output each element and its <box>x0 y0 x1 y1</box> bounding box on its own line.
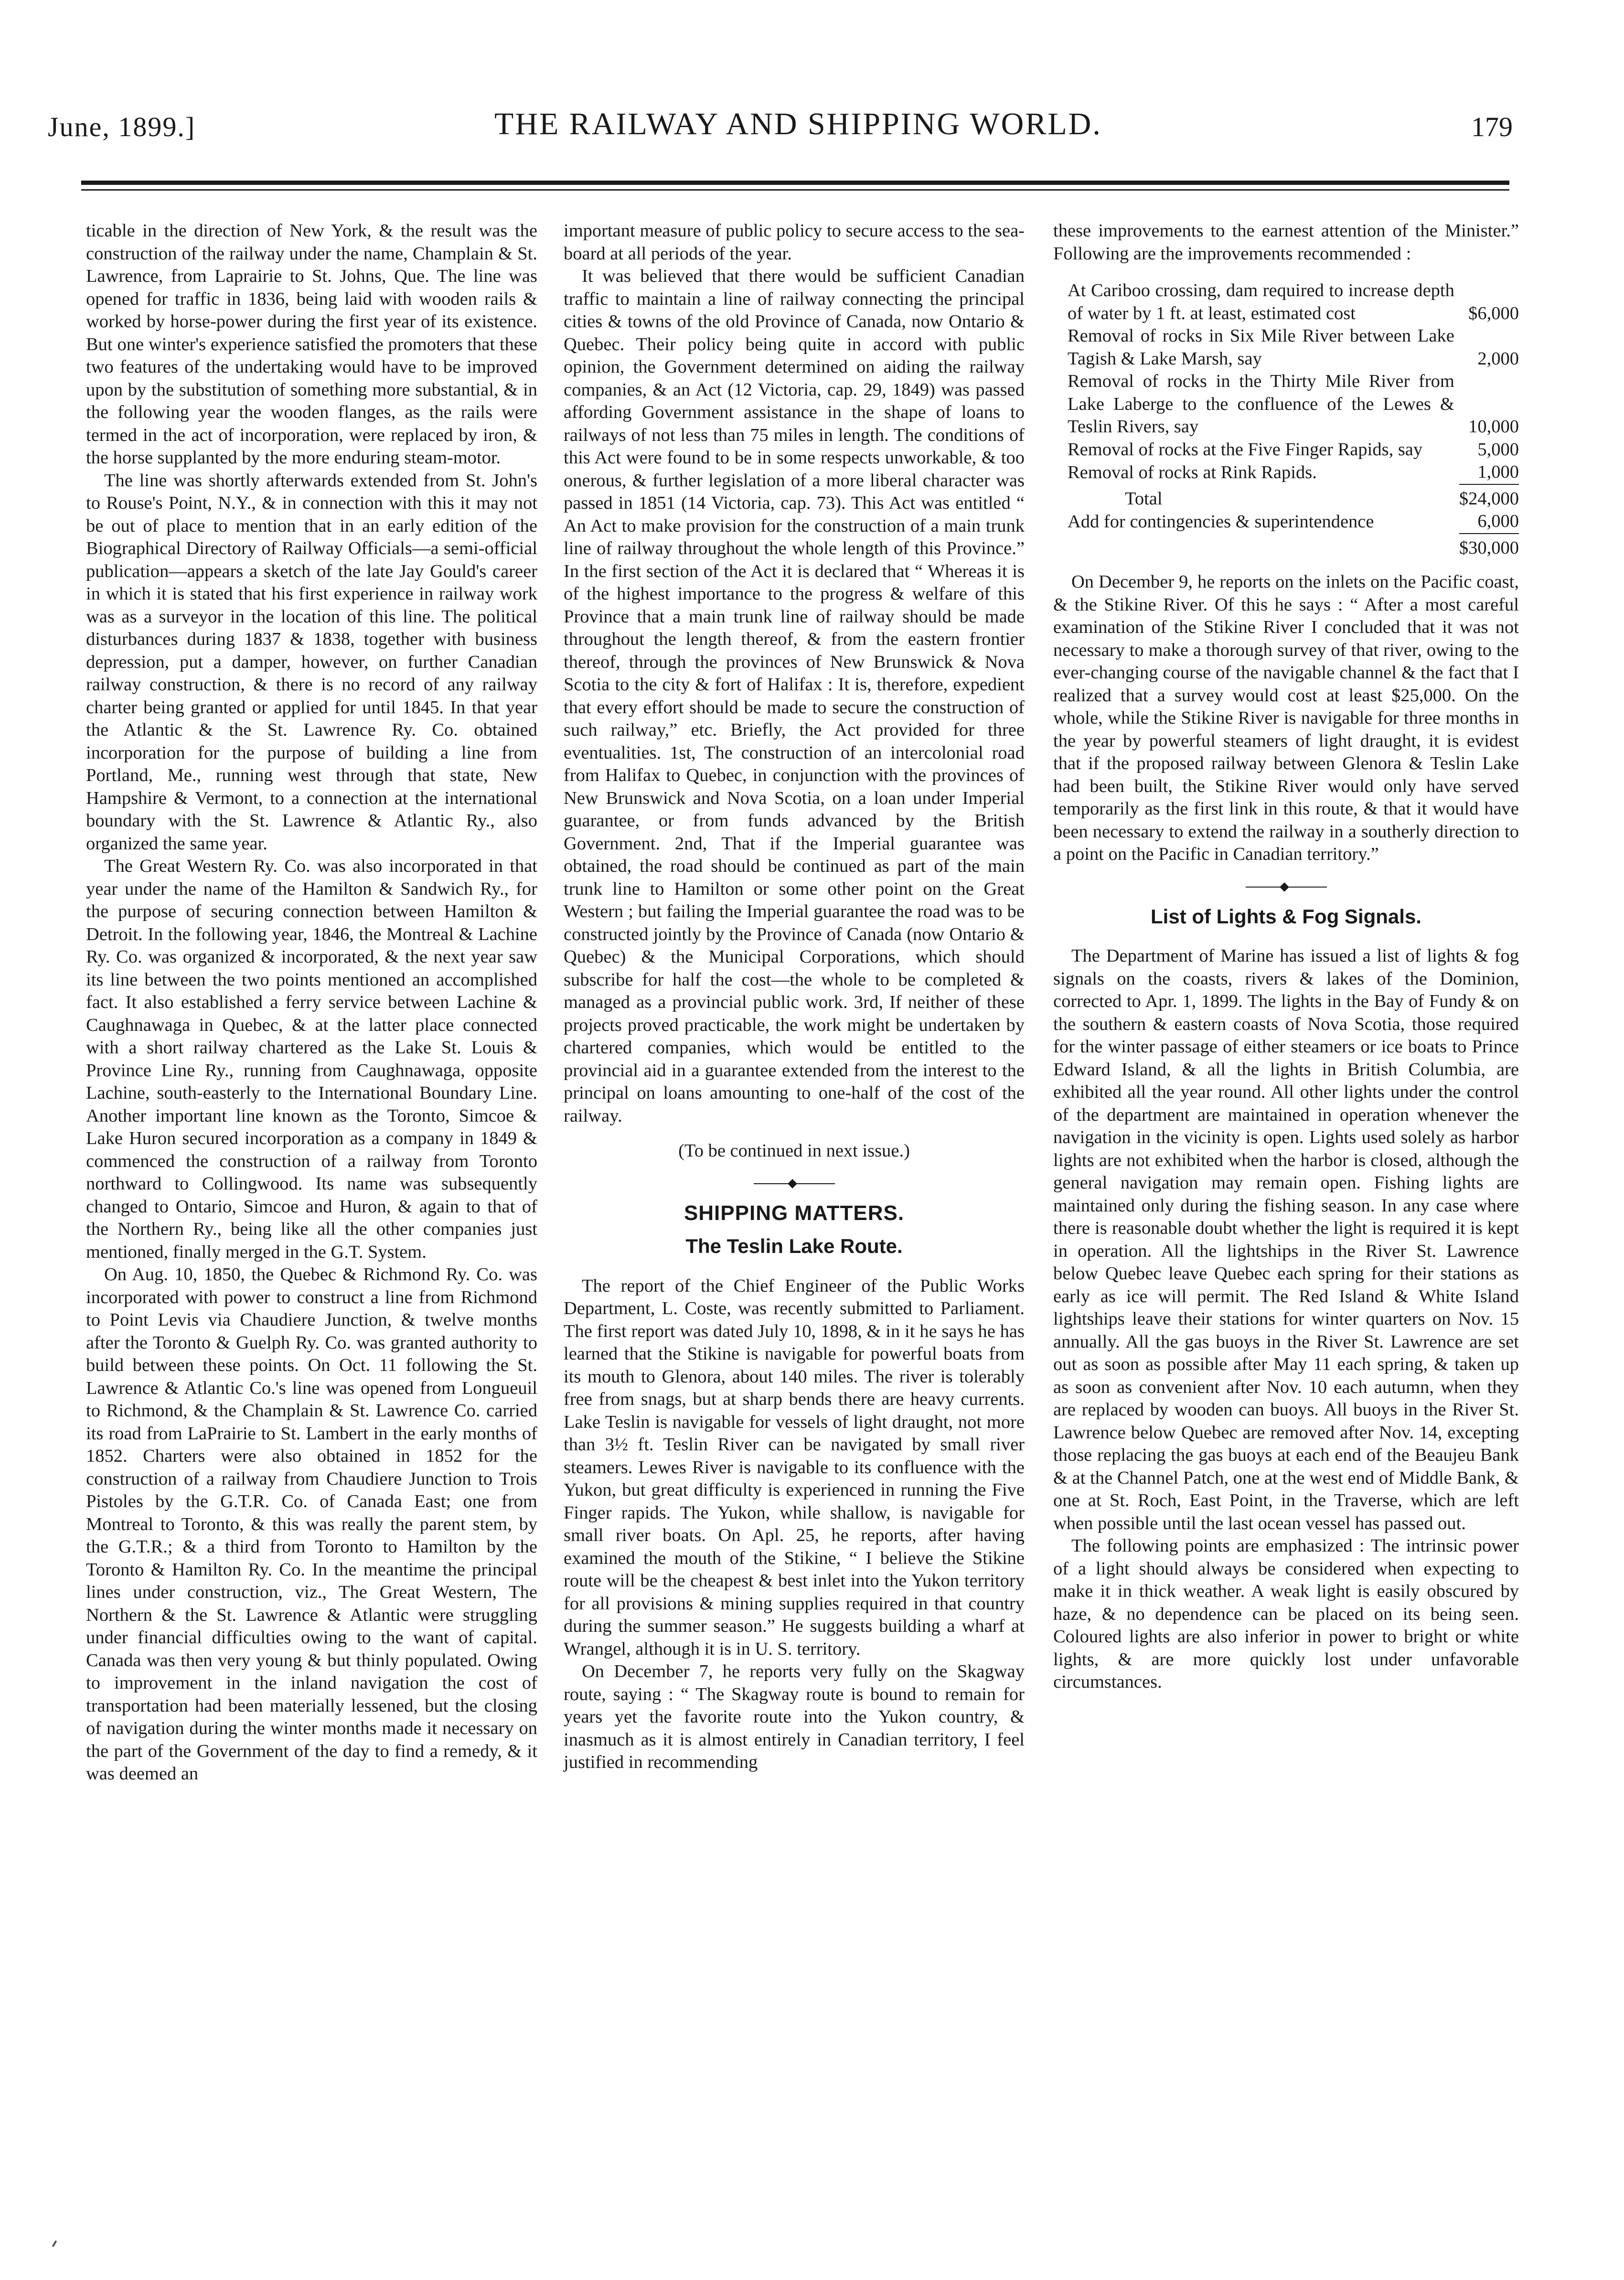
paragraph: these improvements to the earnest attention of the Minister.” Following are the improvements recommended : <box>1053 221 1519 264</box>
table-row <box>1053 370 1519 439</box>
print-speck <box>52 2240 57 2247</box>
item-amount: 10,000 <box>1468 417 1519 437</box>
paragraph: On December 7, he reports very fully on the Skagway route, saying : “ The Skagway route is bound to remain for years yet the favorite route into the Yukon country, & inasmuch as it is almost entirely in Canadian territory, I feel justified in recommending <box>564 1661 1025 1772</box>
paragraph: The line was shortly afterwards extended from St. John's to Rouse's Point, N.Y., & in connection with this it may not be out of place to mention that in an early edition of the Biographical Directory of Railway Officials—a semi-official publication—appears a sketch of the late Jay Gould's career in which it is stated that his first experience in railway work was as a surveyor in the location of this line. The political disturbances during 1837 & 1838, together with business depression, put a damper, however, on further Canadian railway construction, & there is no record of any railway charter being granted or applied for until 1845. In that year the Atlantic & the St. Lawrence Ry. Co. obtained incorporation for the purpose of building a line from Portland, Me., running west through that state, New Hampshire & Vermont, to a connection at the international boundary with the St. Lawrence & Atlantic Ry., also organized the same year. <box>86 470 537 854</box>
contingencies-label: Add for contingencies & superintendence <box>1068 512 1374 532</box>
page-number: 179 <box>1471 111 1513 142</box>
grand-total-amount: $30,000 <box>1459 534 1519 567</box>
item-amount: 1,000 <box>1477 462 1519 482</box>
paragraph: It was believed that there would be sufficient Canadian traffic to maintain a line of railway connecting the principal cities & towns of the old Province of Canada, now Ontario & Quebec. Their policy being quite in accord with public opinion, the Government determined on aiding the railway companies, & an Act (12 Victoria, cap. 29, 1849) was passed affording Government assistance in the shape of loans to railways of not less than 75 miles in length. The conditions of this Act were found to be in some respects unworkable, & too onerous, & further legislation of a more liberal character was passed in 1851 (14 Victoria, cap. 73). This Act was entitled “ An Act to make provision for the construction of a main trunk line of railway throughout the whole length of this Province.” In the first section of the Act it is declared that “ Whereas it is of the highest importance to the progress & welfare of this Province that a main trunk line of railway should be made throughout the length thereof, & from the eastern frontier thereof, through the provinces of New Brunswick & Nova Scotia to the city & fort of Halifax : It is, therefore, expedient that every effort should be made to secure the construction of such railway,” etc. Briefly, the Act provided for three eventualities. 1st, The construction of an intercolonial road from Halifax to Quebec, in conjunction with the provinces of New Brunswick and Nova Scotia, on a loan under Imperial guarantee, or from funds advanced by the British Government. 2nd, That if the Imperial guarantee was obtained, the road should be continued as part of the main trunk line to Hamilton or some other point on the Great Western ; but failing the Imperial guarantee the road was to be constructed jointly by the Province of Canada (now Ontario & Quebec) & the Municipal Corporations, which should subscribe for half the cost—the whole to be completed & managed as a provincial public work. 3rd, If neither of these projects proved practicable, the work might be undertaken by chartered companies, which would be entitled to the provincial aid in a guarantee extended from the interest to the principal on loans amounting to one-half of the cost of the railway. <box>564 266 1025 1126</box>
article-heading: The Teslin Lake Route. <box>685 1235 903 1257</box>
item-amount: 2,000 <box>1477 348 1519 369</box>
table-row <box>1053 279 1519 325</box>
table-row-grand-total <box>1053 534 1519 567</box>
article-heading: List of Lights & Fog Signals. <box>1151 905 1421 928</box>
paragraph: On Aug. 10, 1850, the Quebec & Richmond Ry. Co. was incorporated with power to construct a line from Richmond to Point Levis via Chaudiere Junction, & twelve months after the Toronto & Guelph Ry. Co. was granted authority to build between these points. On Oct. 11 following the St. Lawrence & Atlantic Co.'s line was opened from Longueuil to Richmond, & the Champlain & St. Lawrence Co. carried its road from LaPrairie to St. Lambert in the early months of 1852. Charters were also obtained in 1852 for the construction of a railway from Chaudiere Junction to Trois Pistoles by the G.T.R. Co. of Canada East; one from Montreal to Toronto, & this was really the parent stem, by the G.T.R.; & a third from Toronto to Hamilton by the Toronto & Hamilton Ry. Co. In the meantime the principal lines under construction, viz., The Great Western, The Northern & the St. Lawrence & Atlantic were struggling under financial difficulties owing to the want of capital. Canada was then very young & but thinly populated. Owing to improvement in the inland navigation the cost of transportation had been materially lessened, but the closing of navigation during the winter months made it necessary on the part of the Government of the day to find a remedy, & it was deemed an <box>86 1264 537 1784</box>
paragraph: important measure of public policy to secure access to the sea-board at all periods of the year. <box>564 221 1025 264</box>
item-amount: 5,000 <box>1477 439 1519 460</box>
section-heading: SHIPPING MATTERS. <box>684 1201 905 1225</box>
paragraph: On December 9, he reports on the inlets on the Pacific coast, & the Stikine River. Of this he says : “ After a most careful examination of the Stikine River I concluded that it was not necessary to make a thorough survey of that river, owing to the ever-changing course of the navigable channel & the fact that I realized that a survey would cost at least $25,000. On the whole, while the Stikine River is navigable for three months in the year by powerful steamers of light draught, it is evidest that if the proposed railway between Glenora & Teslin Lake had been built, the Stikine River would only have served temporarily as the first link in this route, & that it would have been necessary to extend the railway in a southerly direction to a point on the Pacific in Canadian territory.” <box>1053 572 1519 864</box>
item-amount: $6,000 <box>1468 303 1519 323</box>
section-divider <box>1246 882 1327 892</box>
table-row-total <box>1053 484 1519 511</box>
publication-title: THE RAILWAY AND SHIPPING WORLD. <box>494 107 1102 141</box>
column-1 <box>86 220 537 1786</box>
table-row <box>1053 325 1519 370</box>
column-2 <box>564 220 1025 1774</box>
item-description: At Cariboo crossing, dam required to increase depth of water by 1 ft. at least, estimated cost <box>1068 280 1454 323</box>
paragraph: The report of the Chief Engineer of the Public Works Department, L. Coste, was recently submitted to Parliament. The first report was dated July 10, 1898, & in it he says he has learned that the Stikine is navigable for powerful boats from its mouth to Glenora, about 140 miles. The river is tolerably free from snags, but at sharp bends there are heavy currents. Lake Teslin is navigable for vessels of light draught, not more than 3½ ft. Teslin River can be navigated by small river steamers. Lewes River is navigable to its confluence with the Yukon, but great difficulty is experienced in running the Five Finger rapids. The Yukon, while shallow, is navigable for small river boats. On Apl. 25, he reports, after having examined the mouth of the Stikine, “ I believe the Stikine route will be the cheapest & best inlet into the Yukon territory for all provisions & mining supplies required in that country during the summer season.” He suggests building a wharf at Wrangel, although it is in U. S. territory. <box>564 1275 1025 1659</box>
cost-table <box>1053 279 1519 566</box>
item-description: Removal of rocks in Six Mile River between Lake Tagish & Lake Marsh, say <box>1068 326 1454 369</box>
section-divider <box>754 1179 835 1188</box>
paragraph: The Great Western Ry. Co. was also incorporated in that year under the name of the Hamilton & Sandwich Ry., for the purpose of securing connection between Hamilton & Detroit. In the following year, 1846, the Montreal & Lachine Ry. Co. was organized & incorporated, & the next year saw its line between the two points mentioned an accomplished fact. It also established a ferry service between Lachine & Caughnawaga in Quebec, & at the latter place connected with a short railway chartered as the Lake St. Louis & Province Line Ry., running from Caughnawaga, opposite Lachine, south-easterly to the International Boundary Line. Another important line known as the Toronto, Simcoe & Lake Huron secured incorporation as a company in 1849 & commenced the construction of a railway from Toronto northward to Collingwood. Its name was subsequently changed to Ontario, Simcoe and Huron, & again to that of the Northern Ry., being like all the other companies just mentioned, finally merged in the G.T. System. <box>86 856 537 1262</box>
item-description: Removal of rocks in the Thirty Mile River from Lake Laberge to the confluence of the Lewes & Teslin Rivers, say <box>1068 371 1454 437</box>
spacer <box>1053 534 1459 567</box>
item-description: Removal of rocks at the Five Finger Rapids, say <box>1068 439 1423 460</box>
issue-date: June, 1899.] <box>48 111 196 142</box>
paragraph: ticable in the direction of New York, & the result was the construction of the railway under the name, Champlain & St. Lawrence, from Laprairie to St. Johns, Que. The line was opened for traffic in 1836, being laid with wooden rails & worked by horse-power during the first year of its existence. But one winter's experience satisfied the promoters that these two features of the undertaking would have to be improved upon by the substitution of something more substantial, & in the following year the wooden flanges, as the rails were termed in the act of incorporation, were replaced by iron, & the horse supplanted by the more enduring steam-motor. <box>86 221 537 468</box>
paragraph: The Department of Marine has issued a list of lights & fog signals on the coasts, rivers & lakes of the Dominion, corrected to Apr. 1, 1899. The lights in the Bay of Fundy & on the southern & eastern coasts of Nova Scotia, those required for the winter passage of either steamers or ice boats to Prince Edward Island, & all the lights in British Columbia, are exhibited all the year round. All other lights under the control of the department are maintained in operation whenever the navigation in the vicinity is open. Lights used solely as harbor lights are not exhibited when the harbor is closed, although the general navigation may remain open. Fishing lights are maintained only during the fishing season. In any case where there is reasonable doubt whether the light is required it is kept in operation. All the lightships in the River St. Lawrence below Quebec leave Quebec each spring for their stations as early as ice will permit. The Red Island & White Island lightships leave their stations for winter quarters on Nov. 15 annually. All the gas buoys in the River St. Lawrence are set out as soon as possible after May 11 each spring, & taken up as soon as convenient after Nov. 10 each autumn, when they are replaced by wooden can buoys. All buoys in the River St. Lawrence below Quebec are removed after Nov. 14, excepting those replacing the gas buoys at each end of the Beaujeu Bank & at the Channel Patch, one at the west end of Middle Bank, & one at St. Roch, East Point, in the Traverse, which are left when possible until the last ocean vessel has passed out. <box>1053 946 1519 1533</box>
total-label: Total <box>1125 488 1163 509</box>
paragraph: The following points are emphasized : The intrinsic power of a light should always be considered when expecting to make it in thick weather. A weak light is easily obscured by haze, & no dependence can be placed on its being seen. Coloured lights are also inferior in power to bright or white lights, & are more quickly lost under unfavorable circumstances. <box>1053 1536 1519 1692</box>
table-row <box>1053 461 1519 484</box>
item-description: Removal of rocks at Rink Rapids. <box>1068 462 1317 482</box>
column-3 <box>1053 220 1519 1694</box>
continued-note: (To be continued in next issue.) <box>678 1141 910 1161</box>
header-rule-thick <box>81 181 1509 185</box>
contingencies-amount: 6,000 <box>1477 511 1519 531</box>
total-amount: $24,000 <box>1459 484 1519 511</box>
header-rule-thin <box>81 189 1509 191</box>
table-row <box>1053 439 1519 461</box>
table-row-contingencies <box>1053 510 1519 534</box>
